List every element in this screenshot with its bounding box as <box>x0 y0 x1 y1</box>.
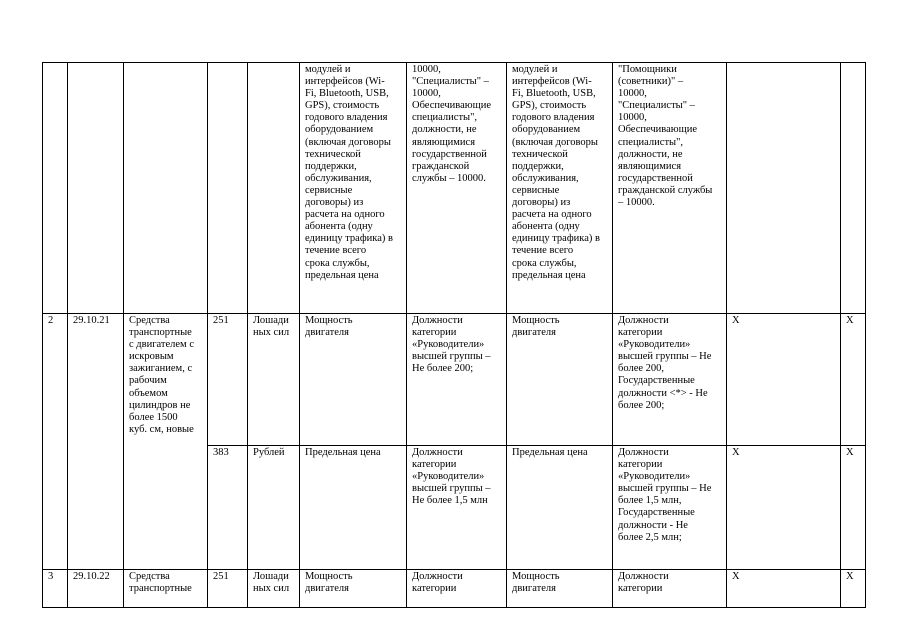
cell-line: Средства <box>129 315 170 326</box>
cell-line: должности, не <box>412 124 477 136</box>
cell-line: поддержки, <box>305 160 357 172</box>
cell-line: специалисты", <box>618 136 684 148</box>
cell-x1: X <box>727 570 841 608</box>
table-row <box>43 63 866 314</box>
cell-line: (включая договоры <box>305 136 391 148</box>
cell-line: 10000, <box>618 112 647 124</box>
cell-line: "Помощники <box>618 64 677 75</box>
cell-characteristic-2: Предельная цена <box>507 446 613 570</box>
cell-line: оборудованием <box>305 124 374 136</box>
cell-line: GPS), стоимость <box>512 100 587 112</box>
cell-line: Не более 200; <box>412 363 474 375</box>
cell-line: 10000, <box>412 88 441 100</box>
cell-line: Обеспечивающие <box>412 100 491 112</box>
cell-line: обслуживания, <box>512 172 579 184</box>
cell-line: договоры) из <box>512 197 571 209</box>
cell-line: Лошади <box>253 571 289 582</box>
cell-x1 <box>727 63 841 314</box>
cell-line: Должности <box>618 571 669 582</box>
cell-line: Мощность <box>305 571 353 582</box>
cell-line: модулей и <box>305 64 351 75</box>
cell-line: Fi, Bluetooth, USB, <box>305 88 389 100</box>
cell-line: «Руководители» <box>618 339 691 351</box>
cell-line: (включая договоры <box>512 136 598 148</box>
cell-line: должности, не <box>618 148 683 160</box>
cell-characteristic-2 <box>507 570 613 608</box>
cell-line: ных сил <box>253 327 290 339</box>
specification-table <box>42 62 866 608</box>
cell-line: «Руководители» <box>412 471 485 483</box>
cell-line: двигателя <box>512 583 556 595</box>
cell-x1: X <box>727 314 841 446</box>
cell-line: Государственные <box>618 375 695 387</box>
cell-unit <box>248 314 300 446</box>
cell-line: высшей группы – Не <box>618 483 712 495</box>
cell-characteristic-2 <box>507 63 613 314</box>
cell-line: категории <box>618 459 663 471</box>
cell-characteristic <box>300 63 407 314</box>
cell-okei: 383 <box>208 446 248 570</box>
cell-line: двигателя <box>512 327 556 339</box>
cell-line: – 10000. <box>618 197 655 209</box>
table-row <box>43 570 866 608</box>
cell-line: являющимися <box>412 136 476 148</box>
cell-line: категории <box>412 459 457 471</box>
cell-num: 3 <box>43 570 68 608</box>
cell-line: зажиганием, с <box>129 363 193 375</box>
cell-line: высшей группы – Не <box>618 351 712 363</box>
cell-line: искровым <box>129 351 174 363</box>
cell-line: сервисные <box>305 184 353 196</box>
cell-num <box>43 63 68 314</box>
cell-line: категории <box>618 327 663 339</box>
cell-line: Мощность <box>512 571 560 582</box>
cell-characteristic <box>300 570 407 608</box>
cell-line: более 2,5 млн; <box>618 531 682 543</box>
cell-line: интерфейсов (Wi- <box>512 76 592 88</box>
cell-line: Мощность <box>512 315 560 326</box>
cell-line: являющимися <box>618 160 682 172</box>
cell-line: Должности <box>412 447 463 458</box>
cell-line: Должности <box>618 447 669 458</box>
cell-line: категории <box>412 583 457 595</box>
cell-name <box>124 570 208 608</box>
cell-line: службы – 10000. <box>412 172 486 184</box>
cell-line: сервисные <box>512 184 560 196</box>
cell-x2 <box>841 63 866 314</box>
cell-line: срока службы, <box>305 257 370 269</box>
cell-line: срока службы, <box>512 257 577 269</box>
cell-line: Государственные <box>618 507 695 519</box>
cell-line: Средства <box>129 571 170 582</box>
cell-characteristic: Предельная цена <box>300 446 407 570</box>
cell-line: высшей группы – <box>412 351 491 363</box>
cell-x2: X <box>841 446 866 570</box>
cell-line: более 1500 <box>129 411 178 423</box>
cell-code <box>68 63 124 314</box>
cell-line: категории <box>618 583 663 595</box>
cell-line: «Руководители» <box>618 471 691 483</box>
cell-x2: X <box>841 570 866 608</box>
cell-line: 10000, <box>618 88 647 100</box>
cell-line: (советники)" – <box>618 76 684 88</box>
cell-value <box>407 446 507 570</box>
cell-value <box>407 314 507 446</box>
cell-value-2 <box>613 446 727 570</box>
cell-line: годового владения <box>512 112 595 124</box>
cell-line: двигателя <box>305 327 349 339</box>
cell-characteristic-2 <box>507 314 613 446</box>
table-row <box>43 314 866 446</box>
cell-line: Должности <box>412 571 463 582</box>
cell-line: Лошади <box>253 315 289 326</box>
cell-line: технической <box>512 148 568 160</box>
cell-line: более 200, <box>618 363 665 375</box>
cell-line: расчета на одного <box>305 209 385 221</box>
cell-unit <box>248 63 300 314</box>
cell-line: Должности <box>618 315 669 326</box>
cell-line: интерфейсов (Wi- <box>305 76 385 88</box>
cell-line: течение всего <box>512 245 574 257</box>
cell-line: обслуживания, <box>305 172 372 184</box>
cell-line: государственной <box>412 148 487 160</box>
cell-line: цилиндров не <box>129 399 191 411</box>
cell-line: договоры) из <box>305 197 364 209</box>
cell-line: предельная цена <box>512 269 586 281</box>
cell-line: годового владения <box>305 112 388 124</box>
cell-line: с двигателем с <box>129 339 194 351</box>
cell-line: Не более 1,5 млн <box>412 495 488 507</box>
cell-line: специалисты", <box>412 112 478 124</box>
cell-line: категории <box>412 327 457 339</box>
cell-line: 10000, <box>412 64 441 75</box>
cell-name <box>124 314 208 570</box>
cell-line: транспортные <box>129 327 192 339</box>
cell-okei <box>208 63 248 314</box>
cell-line: "Специалисты" – <box>412 76 489 88</box>
cell-value-2 <box>613 63 727 314</box>
cell-line: единицу трафика) в <box>512 233 600 245</box>
cell-line: GPS), стоимость <box>305 100 380 112</box>
cell-line: абонента (одну <box>305 221 373 233</box>
cell-unit: Рублей <box>248 446 300 570</box>
cell-code: 29.10.22 <box>68 570 124 608</box>
cell-line: высшей группы – <box>412 483 491 495</box>
cell-value <box>407 63 507 314</box>
cell-line: Обеспечивающие <box>618 124 697 136</box>
cell-line: «Руководители» <box>412 339 485 351</box>
cell-line: рабочим <box>129 375 167 387</box>
cell-line: оборудованием <box>512 124 581 136</box>
cell-line: транспортные <box>129 583 192 595</box>
cell-line: должности <*> - Не <box>618 387 708 399</box>
cell-line: Мощность <box>305 315 353 326</box>
cell-line: течение всего <box>305 245 367 257</box>
cell-line: единицу трафика) в <box>305 233 393 245</box>
cell-line: технической <box>305 148 361 160</box>
cell-line: объемом <box>129 387 168 399</box>
cell-name <box>124 63 208 314</box>
cell-characteristic <box>300 314 407 446</box>
cell-line: куб. см, новые <box>129 423 194 435</box>
cell-num: 2 <box>43 314 68 570</box>
cell-line: абонента (одну <box>512 221 580 233</box>
cell-value-2 <box>613 570 727 608</box>
cell-okei: 251 <box>208 570 248 608</box>
cell-okei: 251 <box>208 314 248 446</box>
cell-line: двигателя <box>305 583 349 595</box>
cell-line: Fi, Bluetooth, USB, <box>512 88 596 100</box>
cell-x2: X <box>841 314 866 446</box>
cell-line: модулей и <box>512 64 558 75</box>
cell-line: поддержки, <box>512 160 564 172</box>
cell-unit <box>248 570 300 608</box>
cell-line: должности - Не <box>618 519 688 531</box>
cell-code: 29.10.21 <box>68 314 124 570</box>
cell-line: "Специалисты" – <box>618 100 695 112</box>
cell-line: предельная цена <box>305 269 379 281</box>
cell-line: государственной <box>618 172 693 184</box>
cell-line: гражданской <box>412 160 470 172</box>
cell-x1: X <box>727 446 841 570</box>
cell-value <box>407 570 507 608</box>
cell-line: Должности <box>412 315 463 326</box>
cell-line: ных сил <box>253 583 290 595</box>
cell-line: более 200; <box>618 399 665 411</box>
cell-value-2 <box>613 314 727 446</box>
cell-line: гражданской службы <box>618 184 713 196</box>
cell-line: более 1,5 млн, <box>618 495 682 507</box>
cell-line: расчета на одного <box>512 209 592 221</box>
